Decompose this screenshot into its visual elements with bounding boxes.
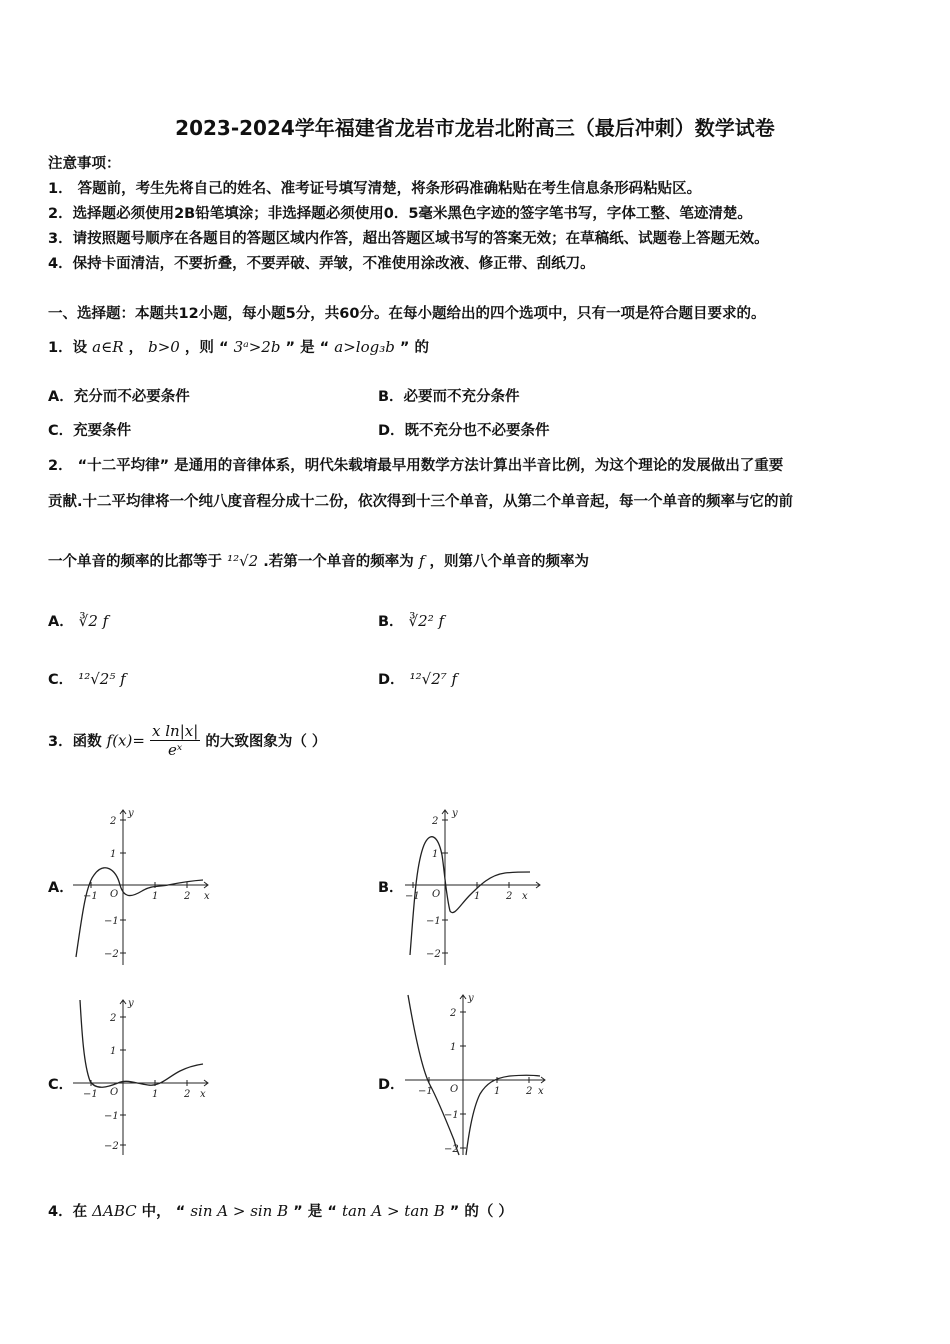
q2-option-a-label: A． [48,614,74,630]
q1-then: ，则 [184,340,214,356]
q4-mid: 中， [141,1204,171,1220]
svg-text:2: 2 [526,1086,533,1097]
q4-prefix: 4．在 [48,1204,88,1220]
svg-text:1: 1 [450,1042,457,1053]
q1-option-d: D．既不充分也不必要条件 [378,423,550,439]
notice-item: 2．选择题必须使用2B铅笔填涂；非选择题必须使用0．5毫米黑色字迹的签字笔书写，字体工整、笔迹清楚。 [48,206,752,222]
q4-condition-2: tan A > tan B [341,1202,445,1220]
svg-text:y: y [452,808,458,819]
q1-close-quote: ” [399,340,410,356]
q3-prefix: 3．函数 [48,734,102,750]
q2-option-b-value: ∛2² f [408,612,445,630]
q3-fx: f(x)= [106,731,145,750]
q3-option-a-label: A． [48,880,74,896]
q4-triangle: ΔABC [92,1202,137,1220]
q3-option-c-label: C． [48,1077,74,1093]
q4-suffix: 的（ ） [464,1204,513,1220]
q1-suffix: 的 [414,340,429,356]
q2-option-a-value: ∛2 f [78,612,109,630]
graph-a [68,805,213,970]
q2-line-2: 贡献.十二平均律将一个纯八度音程分成十二份，依次得到十三个单音，从第二个单音起，每一个单音的频率与它的前 [48,494,794,510]
notice-item: 3．请按照题号顺序在各题目的答题区域内作答，超出答题区域书写的答案无效；在草稿纸、试题卷上答题无效。 [48,231,769,247]
graph-d [400,990,550,1160]
svg-text:−1: −1 [104,1111,119,1122]
x-tick-2: 2 [184,891,191,902]
q1-is: 是 [300,340,315,356]
q1-condition-1: 3ᵃ>2b [233,338,281,356]
svg-text:1: 1 [110,1046,117,1057]
q4-condition-1: sin A > sin B [190,1202,289,1220]
origin-label: O [110,889,119,900]
q1-b-positive: b>0 [148,338,180,356]
q2-option-b-label: B． [378,614,404,630]
q4-close-quote: ” [293,1204,303,1220]
svg-text:x: x [538,1086,544,1097]
tick-2: 2 [110,816,117,827]
svg-text:O: O [110,1087,119,1098]
q2-line-3a: 一个单音的频率的比都等于 [48,554,222,570]
y-label: y [128,808,134,819]
svg-text:−1: −1 [444,1110,459,1121]
q2-line-3b: .若第一个单音的频率为 [263,554,414,570]
q2-option-d [378,668,457,689]
svg-text:2: 2 [110,1013,117,1024]
q2-twelfth-root-2: ¹²√2 [227,552,259,570]
q4-open-quote: “ [175,1204,186,1220]
graph-b [400,805,545,970]
q2-option-c-value: ¹²√2⁵ f [78,670,126,688]
q2-option-a [48,610,108,631]
q3-numerator: x ln|x| [152,722,199,740]
notice-item: 4．保持卡面清洁，不要折叠，不要弄破、弄皱，不准使用涂改液、修正带、刮纸刀。 [48,256,595,272]
x-label: x [204,891,210,902]
q2-line-1: 2． “十二平均律” 是通用的音律体系，明代朱载堉最早用数学方法计算出半音比例，为这个理论的发展做出了重要 [48,458,784,474]
svg-text:O: O [450,1084,459,1095]
x-tick-minus-1: −1 [83,891,98,902]
q2-line-3c: ，则第八个单音的频率为 [429,554,589,570]
q4-close-quote: ” [449,1204,460,1220]
notice-heading: 注意事项： [48,156,121,172]
svg-text:−2: −2 [444,1144,459,1155]
q3-option-d-label: D． [378,1077,405,1093]
curve-a [76,868,203,957]
q4-open-quote: “ [327,1204,337,1220]
q2-line-3 [48,550,589,571]
svg-text:y: y [128,998,134,1009]
question-3 [48,722,326,759]
svg-text:1: 1 [474,891,481,902]
tick-minus-2: −2 [104,949,119,960]
q2-option-b [378,610,444,631]
svg-text:−2: −2 [426,949,441,960]
q1-option-a: A．充分而不必要条件 [48,389,190,405]
svg-text:x: x [522,891,528,902]
q1-option-b: B．必要而不充分条件 [378,389,520,405]
svg-text:y: y [468,993,474,1004]
svg-text:2: 2 [432,816,439,827]
svg-text:−1: −1 [426,916,441,927]
q1-open-quote: “ [319,340,330,356]
svg-text:2: 2 [450,1008,457,1019]
svg-text:−1: −1 [405,891,420,902]
svg-text:1: 1 [152,1089,159,1100]
question-4 [48,1200,513,1221]
svg-text:2: 2 [184,1089,191,1100]
q1-a-in-r: a∈R [92,338,124,356]
q4-is: 是 [307,1204,323,1220]
notice-item: 1． 答题前，考生先将自己的姓名、准考证号填写清楚，将条形码准确粘贴在考生信息条形码粘贴区。 [48,181,702,197]
curve-d-left [408,995,459,1155]
q2-frequency-f: f [418,552,425,570]
svg-text:1: 1 [432,849,439,860]
q2-option-c [48,668,126,689]
svg-text:1: 1 [494,1086,501,1097]
tick-1: 1 [110,849,117,860]
svg-text:2: 2 [506,891,513,902]
page-title: 2023-2024学年福建省龙岩市龙岩北附高三（最后冲刺）数学试卷 [175,116,775,140]
question-1 [48,336,429,357]
svg-text:x: x [200,1089,206,1100]
x-tick-1: 1 [152,891,159,902]
svg-text:O: O [432,889,441,900]
q1-open-quote: “ [218,340,229,356]
q3-suffix: 的大致图象为（ ） [205,734,327,750]
section-heading: 一、选择题：本题共12小题，每小题5分，共60分。在每小题给出的四个选项中，只有一项是符合题目要求的。 [48,306,766,322]
curve-c [80,1000,203,1087]
q3-option-b-label: B． [378,880,404,896]
graph-c [68,995,213,1160]
q3-fraction [150,722,200,759]
svg-text:−1: −1 [83,1089,98,1100]
q3-denominator: eˣ [168,741,183,759]
svg-text:−1: −1 [418,1086,433,1097]
q2-option-d-value: ¹²√2⁷ f [409,670,458,688]
q1-condition-2: a>log₃b [334,338,395,356]
q1-prefix: 1．设 [48,340,88,356]
q1-comma: ， [128,340,144,356]
q1-option-c: C．充要条件 [48,423,132,439]
svg-text:−2: −2 [104,1141,119,1152]
q2-option-c-label: C． [48,672,74,688]
tick-minus-1: −1 [104,916,119,927]
q2-option-d-label: D． [378,672,405,688]
q1-close-quote: ” [285,340,296,356]
